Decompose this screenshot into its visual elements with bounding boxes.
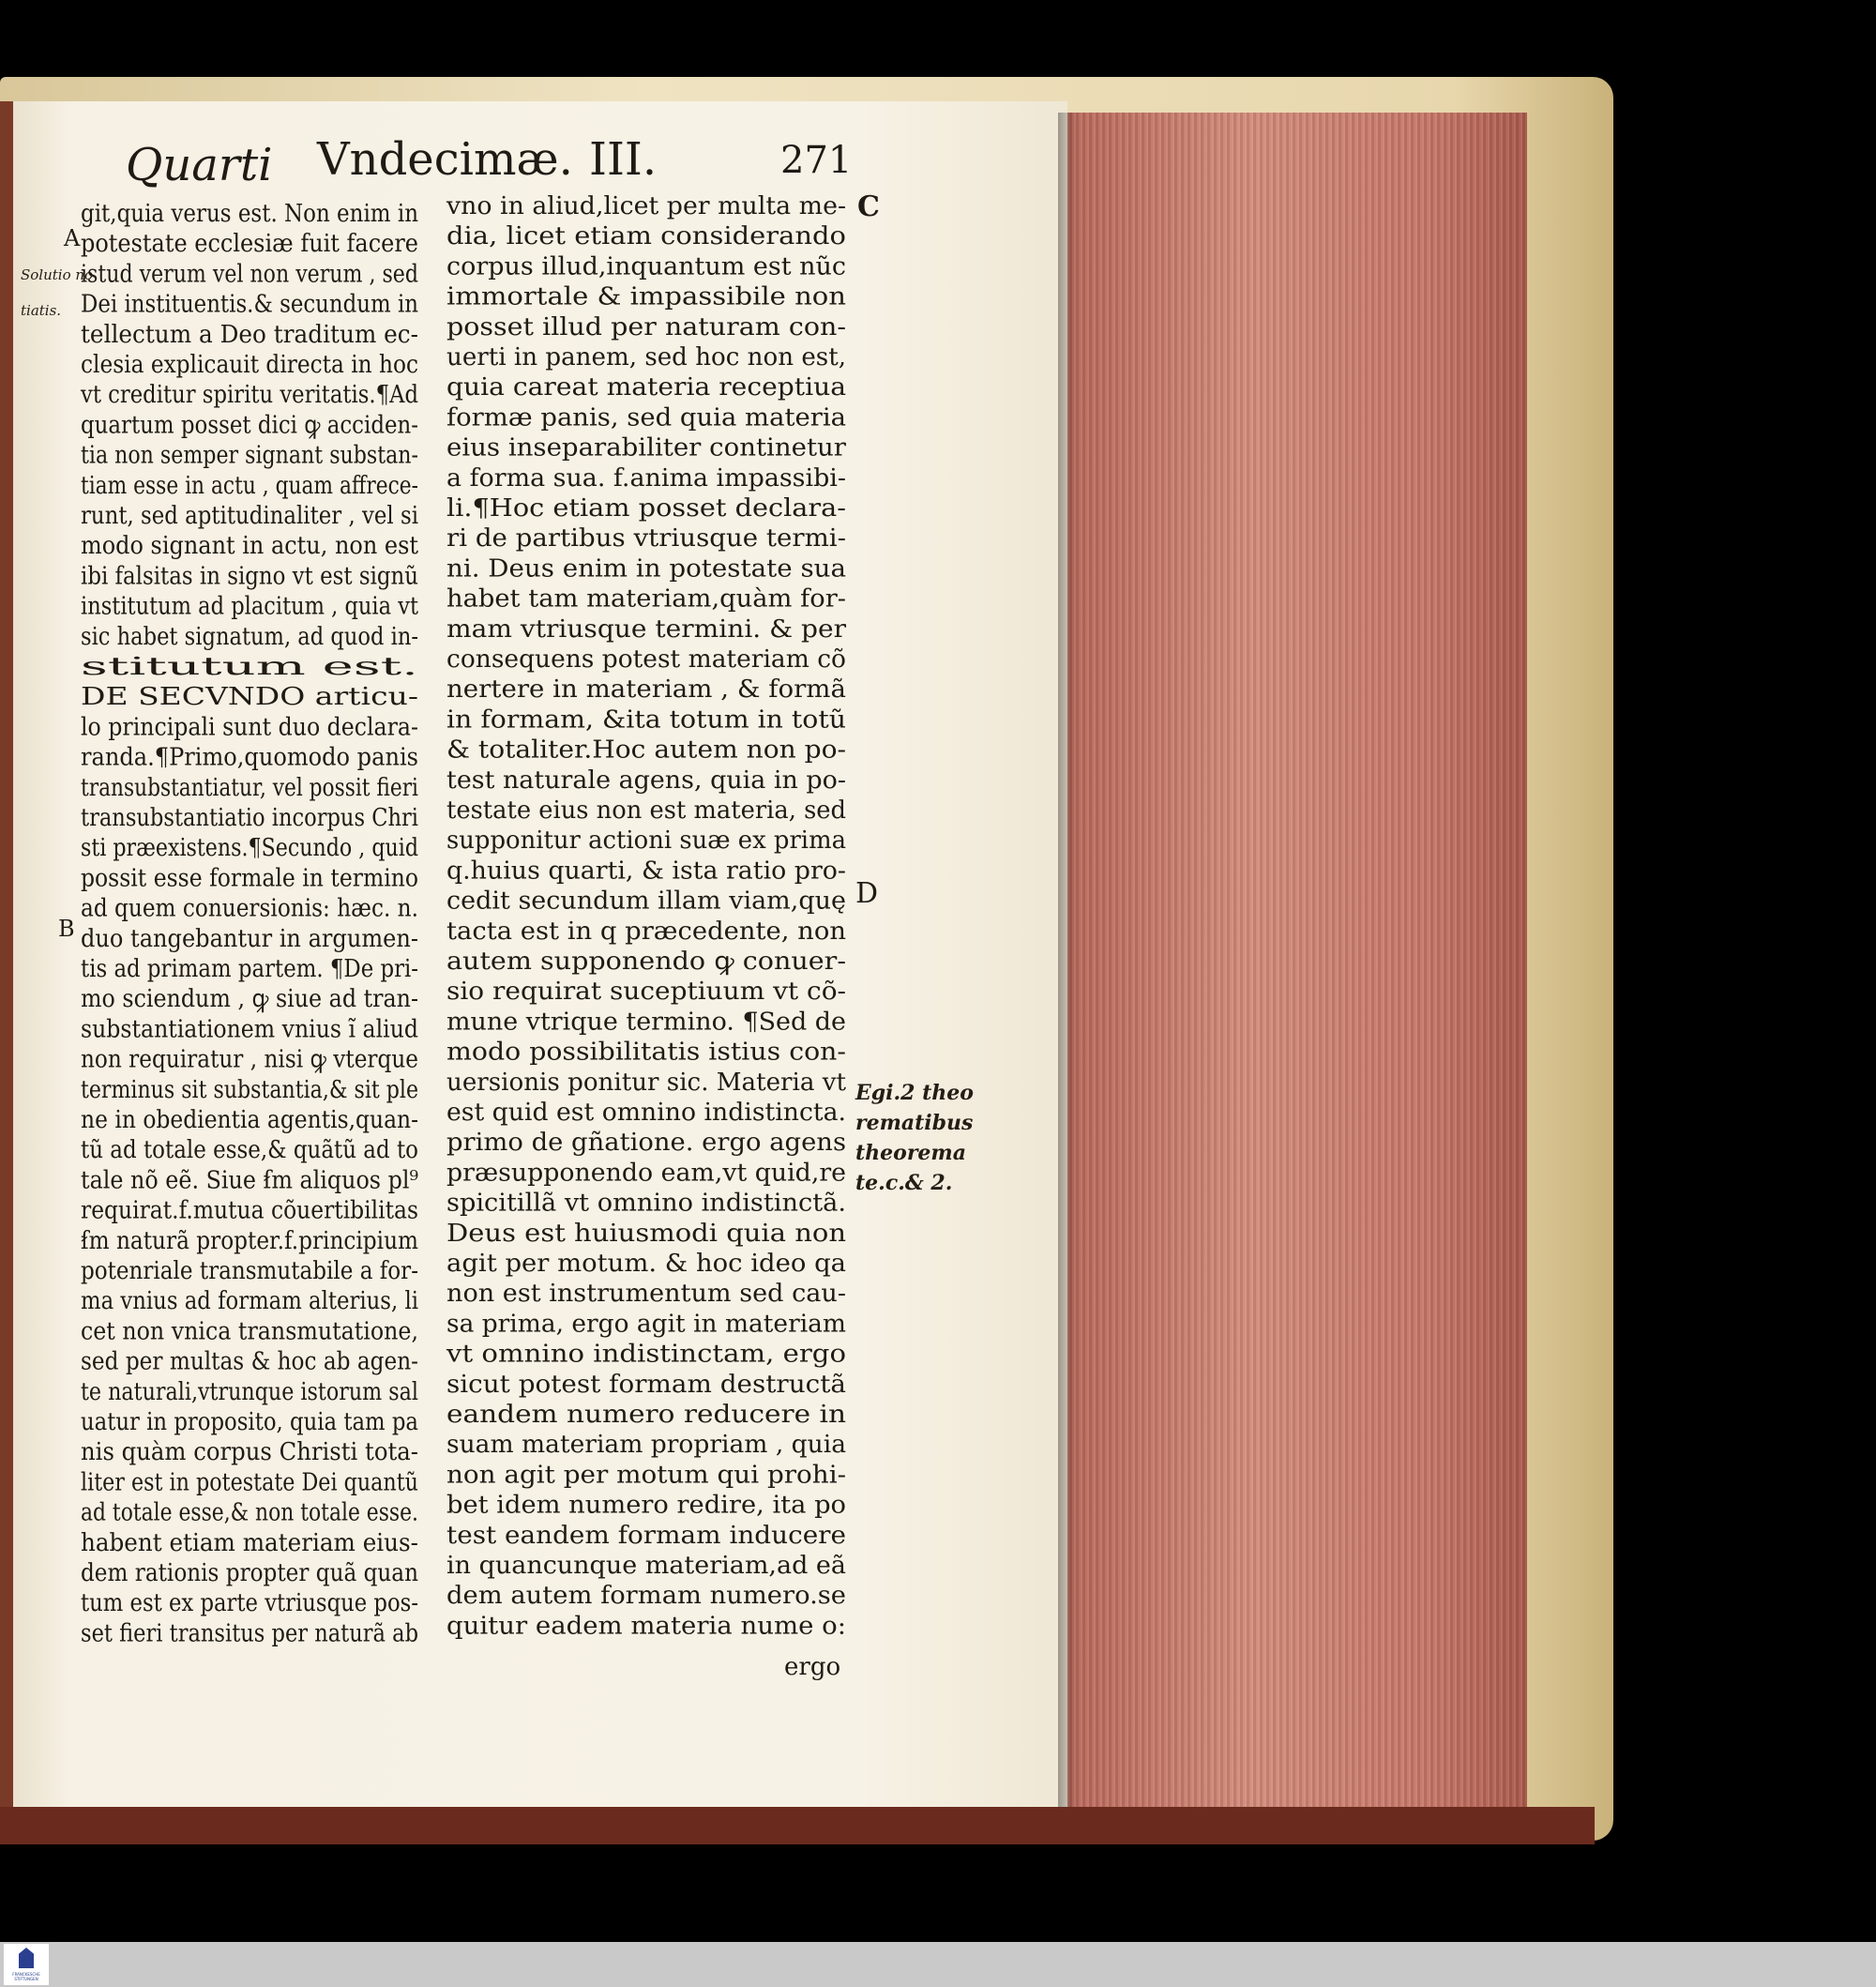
text-line: dem rationis propter quã quan (81, 1559, 419, 1587)
text-line: DE SECVNDO articu- (81, 683, 418, 712)
text-line: in quancunque materiam,ad eã (446, 1552, 846, 1580)
catchword: ergo (784, 1653, 841, 1681)
text-line: uatur in proposito, quia tam pa (81, 1408, 418, 1436)
running-head-part: III. (589, 133, 658, 186)
text-line: immortale & impassibile non (446, 282, 847, 311)
text-line: a forma sua. f.anima impassibi- (446, 463, 846, 493)
text-line: tiam esse in actu , quam affrece- (81, 471, 418, 500)
text-line: primo de gñatione. ergo agens (446, 1129, 846, 1158)
bottom-bar (0, 1942, 1876, 1987)
text-line: nertere in materiam , & formã (446, 675, 846, 705)
text-line: institutum ad placitum , quia vt (81, 592, 419, 621)
text-line: transubstantiatio incorpus Chri (81, 804, 418, 832)
text-line: ad totale esse,& non totale esse. (81, 1498, 418, 1527)
text-line: uerti in panem, sed hoc non est, (446, 343, 846, 372)
text-line: non requiratur , nisi ꝙ vterque (81, 1045, 418, 1074)
text-line: liter est in potestate Dei quantũ (81, 1468, 418, 1497)
text-line: tia non semper signant substan- (81, 441, 418, 470)
text-line: ẜm naturã propter.f.principium (81, 1226, 418, 1255)
right-marginal-note: Egi.2 theo (855, 1081, 974, 1105)
right-text-column (446, 192, 847, 1640)
text-line: potestate ecclesiæ fuit facere (81, 230, 418, 259)
text-line: spicitillã vt omnino indistinctã. (446, 1189, 846, 1218)
text-line: consequens potest materiam cõ (446, 645, 846, 674)
page-number: 271 (780, 139, 853, 182)
text-line: formæ panis, sed quia materia (446, 403, 846, 432)
text-line: ad quem conuersionis: hæc. n. (81, 894, 418, 923)
text-line: & totaliter.Hoc autem non po- (446, 736, 846, 765)
text-line: substantiationem vnius ĩ aliud (81, 1015, 418, 1044)
text-line: li.¶Hoc etiam posset declara- (446, 494, 846, 523)
text-line: agit per motum. & hoc ideo qa (446, 1250, 846, 1278)
text-line: dia, licet etiam considerando (446, 222, 846, 251)
text-line: præsupponendo eam,vt quid,re (446, 1159, 846, 1188)
text-line: clesia explicauit directa in hoc (81, 351, 418, 379)
text-line: terminus sit substantia,& sit ple (81, 1075, 418, 1104)
logo-caption: FRANCKESCHE STIFTUNGEN (12, 1972, 40, 1981)
text-line: quia careat materia receptiua (446, 373, 846, 402)
text-line: runt, sed aptitudinaliter , vel si (81, 502, 418, 530)
text-line: testate eius non est materia, sed (446, 796, 846, 825)
left-text-column (80, 200, 418, 1647)
text-line: posset illud per naturam con- (446, 312, 846, 341)
running-head-left: Quarti (126, 139, 273, 191)
text-line: lo principali sunt duo declara- (81, 713, 418, 742)
text-line: possit esse formale in termino (81, 864, 418, 893)
margin-letter-b: B (58, 916, 75, 942)
text-line: Deus est huiusmodi quia non (446, 1219, 847, 1248)
text-line: tacta est in q præcedente, non (446, 917, 847, 946)
text-line: test eandem formam inducere (446, 1521, 846, 1550)
right-marginal-note: te.c.& 2. (855, 1171, 953, 1195)
text-line: te naturali,vtrunque istorum sal (81, 1377, 418, 1406)
text-line: quartum posset dici ꝙ acciden- (81, 411, 418, 440)
text-line: tum est ex parte vtriusque pos- (81, 1589, 418, 1618)
text-line: sicut potest formam destructã (446, 1370, 846, 1399)
text-line: vno in aliud,licet per multa me- (445, 192, 846, 220)
right-marginal-note: rematibus (855, 1111, 974, 1135)
text-line: sti præexistens.¶Secundo , quid (81, 834, 418, 863)
text-line: stitutum est. (81, 653, 418, 681)
text-line: sed per multas & hoc ab agen- (81, 1347, 418, 1376)
text-line: tale nõ eẽ. Siue ẜm aliquos pl⁹ (81, 1166, 418, 1195)
text-line: non est instrumentum sed cau- (446, 1280, 846, 1309)
margin-letter-d: D (855, 877, 879, 910)
text-line: git,quia verus est. Non enim in (81, 200, 419, 228)
text-line: ma vnius ad formam alterius, li (81, 1287, 418, 1316)
text-line: set fieri transitus per naturã ab (81, 1619, 418, 1648)
text-line: nis quàm corpus Christi tota- (81, 1438, 418, 1467)
text-line: ni. Deus enim in potestate sua (446, 554, 846, 584)
text-line: modo possibilitatis istius con- (446, 1038, 846, 1067)
text-line: tellectum a Deo traditum ec- (81, 320, 418, 349)
text-line: mo sciendum , ꝙ siue ad tran- (81, 985, 418, 1014)
text-line: randa.¶Primo,quomodo panis (81, 743, 418, 772)
text-line: istud verum vel non verum , sed (81, 260, 418, 289)
margin-letter-a: A (64, 225, 81, 251)
text-line: mam vtriusque termini. & per (446, 614, 847, 644)
text-line: Dei instituentis.& secundum in (81, 290, 419, 319)
text-line: tis ad primam partem. ¶De pri- (81, 955, 418, 983)
left-marginal-note: tiatis. (21, 302, 62, 319)
text-line: habet tam materiam,quàm for- (446, 584, 846, 614)
institution-logo (4, 1944, 49, 1985)
text-line: potenriale transmutabile a for- (81, 1257, 418, 1285)
text-line: est quid est omnino indistincta. (446, 1099, 846, 1127)
text-line: duo tangebantur in argumen- (81, 924, 418, 953)
text-line: transubstantiatur, vel possit fieri (81, 773, 418, 802)
text-line: ibi falsitas in signo vt est signũ (81, 562, 418, 591)
text-line: requirat.f.mutua cõuertibilitas (81, 1196, 418, 1225)
left-marginal-note: Solutio no (21, 266, 94, 283)
text-line: vt omnino indistinctam, ergo (445, 1340, 846, 1369)
text-line: habent etiam materiam eius- (81, 1528, 418, 1557)
text-line: autem supponendo ꝙ conuer- (446, 948, 846, 976)
text-line: quitur eadem materia nume o: (446, 1612, 846, 1641)
text-line: cedit secundum illam viam,quę (446, 887, 846, 916)
text-line: sio requirat suceptiuum vt cõ- (446, 978, 846, 1007)
text-line: tũ ad totale esse,& quãtũ ad to (81, 1136, 418, 1165)
logo-emblem-icon (19, 1948, 34, 1968)
text-line: eandem numero reducere in (446, 1401, 847, 1429)
text-line: eius inseparabiliter continetur (446, 433, 847, 463)
text-line: vt creditur spiritu veritatis.¶Ad (80, 381, 418, 410)
text-line: ri de partibus vtriusque termi- (446, 524, 846, 554)
text-line: mune vtrique termino. ¶Sed de (446, 1008, 846, 1037)
text-line: corpus illud,inquantum est nũc (446, 252, 846, 281)
text-line: suam materiam propriam , quia (446, 1431, 846, 1460)
text-line: cet non vnica transmutatione, (81, 1317, 418, 1346)
text-line: test naturale agens, quia in po- (446, 766, 846, 795)
running-head-center: Vndecimæ. (317, 133, 573, 186)
margin-letter-c: C (857, 190, 880, 223)
text-line: modo signant in actu, non est (81, 532, 419, 561)
text-line: dem autem formam numero.se (446, 1582, 846, 1611)
text-line: uersionis ponitur sic. Materia vt (446, 1068, 847, 1097)
text-line: q.huius quarti, & ista ratio pro- (446, 857, 846, 886)
text-line: in formam, &ita totum in totũ (446, 705, 846, 735)
text-line: non agit per motum qui prohi- (446, 1461, 846, 1490)
text-line: sic habet signatum, ad quod in- (81, 622, 418, 651)
text-line: sa prima, ergo agit in materiam (446, 1310, 846, 1339)
text-line: supponitur actioni suæ ex prima (446, 827, 846, 856)
text-line: ne in obedientia agentis,quan- (81, 1106, 418, 1134)
right-marginal-note: theorema (855, 1141, 966, 1165)
text-line: bet idem numero redire, ita po (446, 1491, 846, 1520)
